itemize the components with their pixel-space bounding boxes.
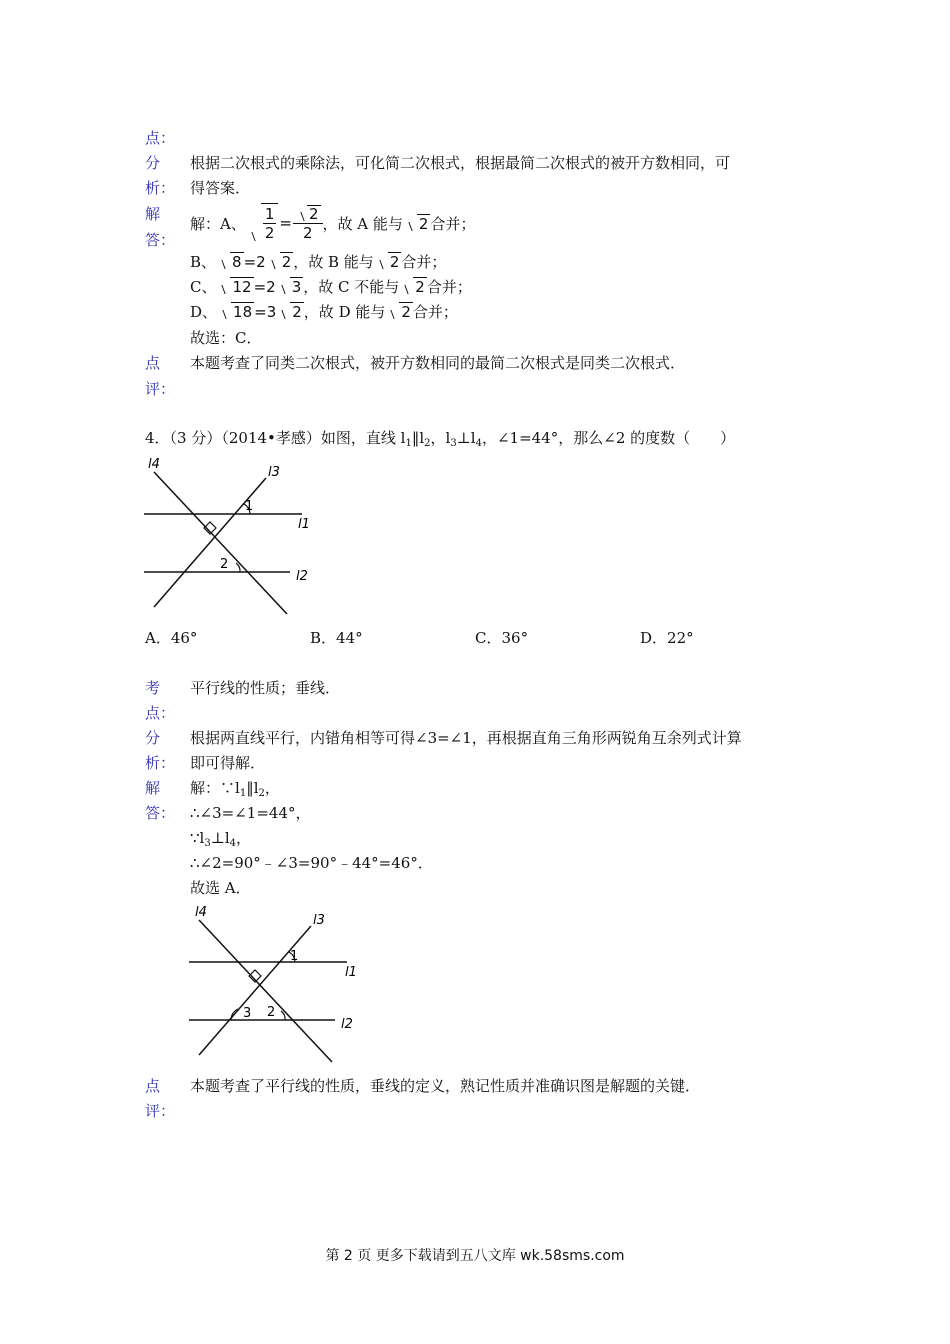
sol-label-angle-2: 2 [267, 1005, 276, 1020]
q3-answer-c [190, 276, 472, 297]
q3-jieda-label-2: 答： [145, 231, 176, 249]
q4-jieda-label-2: 答： [145, 804, 176, 822]
q3-choose: 故选：C． [190, 329, 262, 347]
q4-kaodian: 平行线的性质；垂线． [190, 679, 341, 697]
sol-label-angle-3: 3 [243, 1006, 252, 1021]
q4-fenxi-label-2: 析： [145, 754, 176, 772]
q3-d-tail: ，故 D 能与 [303, 303, 386, 321]
q3-a-sqrt2: 2 [404, 214, 431, 233]
q4-step-2: ∴∠3=∠1=44°， [190, 804, 311, 822]
line-l3 [154, 478, 266, 607]
q4-kaodian-label-1: 考 [145, 679, 161, 697]
q4-stem-prefix: 4．（3 分）（2014•孝感）如图，直线 l [145, 429, 406, 447]
q4-stem-parallel: ‖l [411, 429, 425, 447]
option-a: A．46° [145, 629, 198, 647]
sol-line-l4 [199, 920, 332, 1062]
label-angle-1: 1 [245, 499, 254, 514]
q3-d-coef: =3 [254, 302, 277, 321]
sol-angle-2-arc [281, 1011, 285, 1020]
q3-b-head: B、 [190, 253, 217, 271]
q3-a-frac-num: 1 [264, 205, 275, 223]
sol-label-l3: l3 [313, 913, 325, 928]
q3-jieda-label-1: 解 [145, 205, 161, 223]
q3-a-result [293, 205, 323, 242]
q3-dianping-label-1: 点 [145, 354, 161, 372]
label-l2: l2 [296, 569, 308, 584]
q3-b-tail: ，故 B 能与 [293, 253, 374, 271]
q3-d-merge: 合并； [412, 303, 458, 321]
q3-c-tail: ，故 C 不能与 [303, 278, 400, 296]
q4-step-5: 故选 A． [190, 879, 251, 897]
q4-figure [140, 450, 320, 620]
q4-dianping-label-1: 点 [145, 1077, 161, 1095]
q3-a-head: 解：A、 [190, 214, 246, 233]
sol-label-l1: l1 [345, 965, 357, 980]
q3-b-merge: 合并； [401, 253, 447, 271]
q3-kaodian-label: 点： [145, 129, 176, 147]
q4-fenxi-label-1: 分 [145, 729, 161, 747]
q3-a-result-rad: 2 [308, 204, 319, 223]
q3-d-head: D、 [190, 303, 218, 321]
q3-b-sqrt2: 2 [267, 252, 294, 271]
option-d: D．22° [640, 629, 694, 647]
q3-a-sqrt [247, 203, 279, 243]
label-l3: l3 [268, 465, 280, 480]
q4-stem-perp: ⊥l [456, 429, 476, 447]
sol-line-l3 [199, 926, 311, 1055]
q4-step-3: $\because l_3\perp l_4$， [190, 829, 252, 849]
q4-dianping-label-2: 评： [145, 1102, 176, 1120]
sol-label-l2: l2 [341, 1017, 353, 1032]
q3-a-tail: ，故 A 能与 [322, 214, 403, 233]
q4-step-1: 解：$\because l_1‖l_2$， [190, 779, 280, 799]
q3-c-sqrt2: 3 [277, 277, 304, 296]
q4-fenxi-line-2: 即可得解． [190, 754, 266, 772]
q4-stem-tail: ，∠1=44°，那么∠2 的度数（ ） [481, 429, 736, 447]
q3-c-sqrt3: 2 [400, 277, 427, 296]
q3-c-sqrt: 12 [217, 277, 253, 296]
q3-fenxi-label-2: 析： [145, 179, 176, 197]
q3-b-sqrt3: 2 [375, 252, 402, 271]
q3-answer-a [190, 200, 475, 246]
q3-fenxi-line-2: 得答案． [190, 179, 251, 197]
label-l1: l1 [298, 517, 310, 532]
sol-label-angle-1: 1 [290, 949, 299, 964]
q4-fenxi-line-1: 根据两直线平行，内错角相等可得∠3=∠1，再根据直角三角形两锐角互余列式计算 [190, 729, 742, 747]
q4-solution-figure [185, 898, 365, 1068]
q4-step-4: ∴∠2=90°﹣∠3=90°﹣44°=46°． [190, 854, 433, 872]
q3-a-frac-den: 2 [264, 224, 275, 242]
label-angle-2: 2 [220, 557, 229, 572]
page-footer: 第 2 页 更多下载请到五八文库 wk.58sms.com [325, 1248, 625, 1264]
label-l4: l4 [148, 457, 160, 472]
q3-c-coef: =2 [253, 277, 276, 296]
q3-d-sqrt2: 2 [277, 302, 304, 321]
q3-a-eq: = [279, 214, 292, 232]
q3-dianping: 本题考查了同类二次根式，被开方数相同的最简二次根式是同类二次根式． [190, 354, 686, 372]
q3-d-sqrt: 18 [218, 302, 254, 321]
q3-a-result-den: 2 [302, 223, 313, 242]
q3-a-merge: 合并； [430, 214, 476, 233]
q3-b-sqrt: 8 [217, 252, 244, 271]
sol-label-l4: l4 [195, 905, 207, 920]
q3-c-merge: 合并； [426, 278, 472, 296]
option-c: C．36° [475, 629, 529, 647]
q3-fenxi-label-1: 分 [145, 154, 161, 172]
q4-kaodian-label-2: 点： [145, 704, 176, 722]
q3-dianping-label-2: 评： [145, 380, 176, 398]
line-l4 [154, 472, 287, 614]
option-b: B．44° [310, 629, 363, 647]
q4-stem: 4．（3 分）（2014•孝感）如图，直线 $l_1‖l_2$，$l_3\perp l_4$，∠1=44°，那么∠2 的度数（ ） [145, 429, 736, 449]
angle-2-arc [236, 563, 240, 572]
q4-dianping: 本题考查了平行线的性质，垂线的定义，熟记性质并准确识图是解题的关键． [190, 1077, 701, 1095]
q3-a-frac [263, 205, 277, 242]
q3-d-sqrt3: 2 [386, 302, 413, 321]
q3-answer-d [190, 301, 458, 322]
q3-answer-b [190, 251, 446, 272]
q3-fenxi-line-1: 根据二次根式的乘除法，可化简二次根式，根据最简二次根式的被开方数相同，可 [190, 154, 731, 172]
q4-jieda-label-1: 解 [145, 779, 161, 797]
q3-c-head: C、 [190, 278, 217, 296]
q3-a-result-num [293, 205, 323, 224]
q3-b-coef: =2 [243, 252, 266, 271]
